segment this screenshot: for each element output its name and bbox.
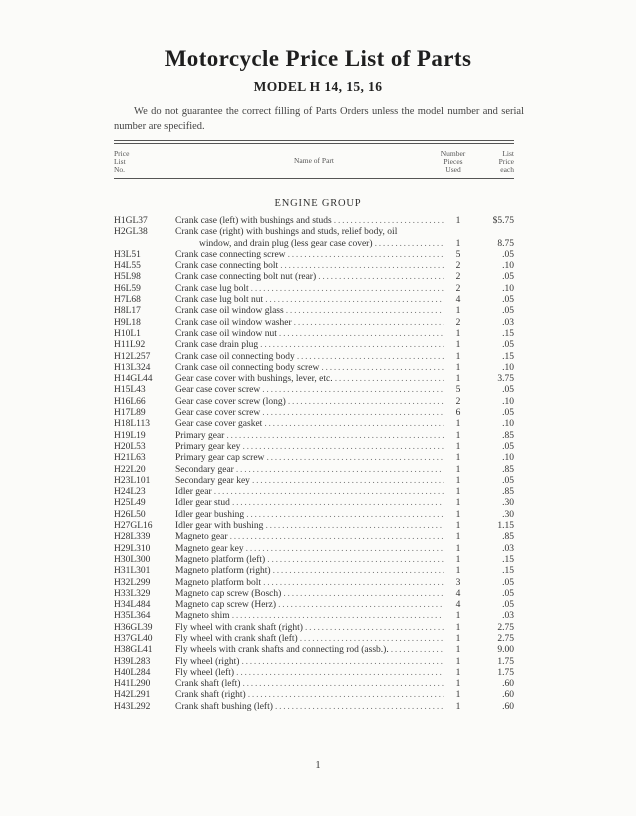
column-header-text: Price xyxy=(114,149,130,158)
part-code: H38GL41 xyxy=(114,645,153,656)
table-row xyxy=(114,645,514,656)
part-name: Primary gear . . . xyxy=(175,431,444,442)
part-code: H23L101 xyxy=(114,475,151,486)
table-row xyxy=(114,227,514,250)
list-price: .85 xyxy=(502,532,514,543)
part-name: Idler gear stud . . . xyxy=(175,498,444,509)
pieces-used: 1 xyxy=(455,543,461,554)
pieces-used: 1 xyxy=(455,667,461,678)
pieces-used: 1 xyxy=(455,521,461,532)
part-code: H33L329 xyxy=(114,588,151,599)
part-code: H18L113 xyxy=(114,419,151,430)
table-row xyxy=(114,272,514,283)
part-name: Crank case drain plug . . . xyxy=(175,340,444,351)
column-header-list-price xyxy=(480,150,514,174)
part-code: H36GL39 xyxy=(114,622,153,633)
part-name: Crank shaft (right) . . . xyxy=(175,690,444,701)
table-row xyxy=(114,690,514,701)
column-header-text: List xyxy=(502,149,514,158)
part-name: Magneto platform bolt . . . xyxy=(175,578,444,589)
part-code: H29L310 xyxy=(114,543,151,554)
part-code: H28L339 xyxy=(114,532,151,543)
parts-table xyxy=(114,216,514,713)
table-row xyxy=(114,340,514,351)
list-price: .85 xyxy=(502,487,514,498)
list-price: 1.15 xyxy=(497,521,514,532)
part-code: H5L98 xyxy=(114,272,141,283)
pieces-used: 1 xyxy=(455,498,461,509)
column-header-text: Used xyxy=(445,165,461,174)
part-name: Magneto shim . . . xyxy=(175,611,444,622)
column-header-text: List xyxy=(114,157,126,166)
list-price: .15 xyxy=(502,566,514,577)
part-name: Idler gear with bushing . . . xyxy=(175,521,444,532)
part-code: H8L17 xyxy=(114,306,141,317)
list-price: .05 xyxy=(502,441,514,452)
list-price: .05 xyxy=(502,272,514,283)
part-name: Fly wheel (left) . . . xyxy=(175,668,444,679)
pieces-used: 1 xyxy=(455,430,461,441)
part-name: Idler gear . . . xyxy=(175,487,444,498)
part-code: H17L89 xyxy=(114,408,146,419)
table-row xyxy=(114,521,514,532)
list-price: .03 xyxy=(502,543,514,554)
part-name: Crank case oil connecting body screw . . . xyxy=(175,363,444,374)
table-row xyxy=(114,498,514,509)
table-row xyxy=(114,589,514,600)
list-price: .30 xyxy=(502,498,514,509)
table-row xyxy=(114,408,514,419)
table-row xyxy=(114,702,514,713)
pieces-used: 2 xyxy=(455,283,461,294)
part-name: Crank case connecting screw . . . xyxy=(175,250,444,261)
table-row xyxy=(114,352,514,363)
pieces-used: 2 xyxy=(455,261,461,272)
pieces-used: 1 xyxy=(455,611,461,622)
part-code: H13L324 xyxy=(114,362,151,373)
part-code: H43L292 xyxy=(114,701,151,712)
part-code: H41L290 xyxy=(114,679,151,690)
table-row xyxy=(114,657,514,668)
list-price: .05 xyxy=(502,340,514,351)
column-header-text: Number xyxy=(440,149,466,158)
column-header-text: Pieces xyxy=(443,157,463,166)
table-row xyxy=(114,216,514,227)
part-name: Crank case oil window washer . . . xyxy=(175,318,444,329)
table-row xyxy=(114,419,514,430)
part-name: Crank case oil connecting body . . . xyxy=(175,352,444,363)
pieces-used: 1 xyxy=(455,453,461,464)
list-price: .60 xyxy=(502,701,514,712)
table-row xyxy=(114,442,514,453)
table-row xyxy=(114,261,514,272)
pieces-used: 1 xyxy=(455,679,461,690)
header-rule-bottom xyxy=(114,178,514,179)
part-code: H37GL40 xyxy=(114,633,153,644)
list-price: .15 xyxy=(502,351,514,362)
order-notice: We do not guarantee the correct filling of Parts Orders unless the model number and serial number are specified. xyxy=(114,106,524,132)
part-code: H1GL37 xyxy=(114,216,148,226)
part-name: Secondary gear . . . xyxy=(175,465,444,476)
table-row xyxy=(114,306,514,317)
part-code: H3L51 xyxy=(114,249,141,260)
part-code: H22L20 xyxy=(114,464,146,475)
list-price: .15 xyxy=(502,554,514,565)
list-price: .05 xyxy=(502,306,514,317)
part-code: H24L23 xyxy=(114,487,146,498)
pieces-used: 1 xyxy=(455,328,461,339)
list-price: .15 xyxy=(502,328,514,339)
pieces-used: 1 xyxy=(455,656,461,667)
column-header-name: Name of Part xyxy=(294,156,334,165)
part-code: H42L291 xyxy=(114,690,151,701)
table-row xyxy=(114,329,514,340)
list-price: .60 xyxy=(502,679,514,690)
pieces-used: 1 xyxy=(455,690,461,701)
pieces-used: 4 xyxy=(455,295,461,306)
pieces-used: 1 xyxy=(455,374,461,385)
pieces-used: 2 xyxy=(455,272,461,283)
pieces-used: 1 xyxy=(455,464,461,475)
part-code: H14GL44 xyxy=(114,374,153,385)
part-name: Magneto cap screw (Bosch) . . . xyxy=(175,589,444,600)
part-code: H7L68 xyxy=(114,295,141,306)
table-row xyxy=(114,284,514,295)
table-row xyxy=(114,611,514,622)
part-code: H15L43 xyxy=(114,385,146,396)
table-row xyxy=(114,555,514,566)
part-name: Fly wheels with crank shafts and connecting rod (assb.). . . . xyxy=(175,645,444,656)
part-name: Magneto gear key . . . xyxy=(175,544,444,555)
part-name: Crank case lug bolt nut . . . xyxy=(175,295,444,306)
model-subtitle: MODEL H 14, 15, 16 xyxy=(253,79,383,94)
header-rule-top-second xyxy=(114,143,514,144)
page-number: 1 xyxy=(315,760,321,771)
table-row xyxy=(114,295,514,306)
table-row xyxy=(114,453,514,464)
table-row xyxy=(114,578,514,589)
part-code: H11L92 xyxy=(114,340,146,351)
part-name: Crank shaft (left) . . . xyxy=(175,679,444,690)
part-code: H35L364 xyxy=(114,611,151,622)
pieces-used: 1 xyxy=(455,351,461,362)
part-name: Crank case oil window nut . . . xyxy=(175,329,444,340)
part-code: H6L59 xyxy=(114,283,141,294)
part-name: Secondary gear key . . . xyxy=(175,476,444,487)
part-code: H25L49 xyxy=(114,498,146,509)
part-code: H26L50 xyxy=(114,509,146,520)
table-row xyxy=(114,510,514,521)
pieces-used: 1 xyxy=(455,362,461,373)
pieces-used: 5 xyxy=(455,249,461,260)
list-price: .03 xyxy=(502,317,514,328)
part-name: Gear case cover gasket . . . xyxy=(175,419,444,430)
part-code: H39L283 xyxy=(114,656,151,667)
table-row xyxy=(114,600,514,611)
table-row xyxy=(114,318,514,329)
part-code: H12L257 xyxy=(114,351,151,362)
table-row xyxy=(114,566,514,577)
part-code: H34L484 xyxy=(114,600,151,611)
pieces-used: 1 xyxy=(455,238,461,249)
pieces-used: 1 xyxy=(455,441,461,452)
part-name: Crank shaft bushing (left) . . . xyxy=(175,702,444,713)
part-code: H21L63 xyxy=(114,453,146,464)
pieces-used: 1 xyxy=(455,566,461,577)
pieces-used: 2 xyxy=(455,317,461,328)
part-code: H4L55 xyxy=(114,261,141,272)
list-price: 3.75 xyxy=(497,374,514,385)
part-name: Gear case cover screw . . . xyxy=(175,408,444,419)
part-name: Crank case connecting bolt . . . xyxy=(175,261,444,272)
list-price: 9.00 xyxy=(497,645,514,656)
table-row xyxy=(114,250,514,261)
table-row xyxy=(114,465,514,476)
part-code: H31L301 xyxy=(114,566,151,577)
pieces-used: 1 xyxy=(455,216,461,226)
list-price: $5.75 xyxy=(492,216,514,226)
table-row xyxy=(114,679,514,690)
list-price: 2.75 xyxy=(497,633,514,644)
pieces-used: 1 xyxy=(455,554,461,565)
part-code: H19L19 xyxy=(114,430,146,441)
table-row xyxy=(114,487,514,498)
list-price: .10 xyxy=(502,261,514,272)
list-price: 2.75 xyxy=(497,622,514,633)
part-name: Magneto gear . . . xyxy=(175,532,444,543)
part-name: Fly wheel (right) . . . xyxy=(175,657,444,668)
table-row xyxy=(114,634,514,645)
list-price: .05 xyxy=(502,408,514,419)
list-price: .03 xyxy=(502,611,514,622)
pieces-used: 3 xyxy=(455,577,461,588)
part-code: H40L284 xyxy=(114,667,151,678)
pieces-used: 1 xyxy=(455,419,461,430)
list-price: .05 xyxy=(502,577,514,588)
part-name: Idler gear bushing . . . xyxy=(175,510,444,521)
table-row xyxy=(114,544,514,555)
column-header-text: Price xyxy=(498,157,514,166)
part-name: Magneto cap screw (Herz) . . . xyxy=(175,600,444,611)
part-name: Primary gear key . . . xyxy=(175,442,444,453)
list-price: .05 xyxy=(502,588,514,599)
column-header-text: No. xyxy=(114,165,126,174)
part-code: H9L18 xyxy=(114,317,141,328)
list-price: 1.75 xyxy=(497,667,514,678)
part-name xyxy=(175,227,444,250)
pieces-used: 1 xyxy=(455,340,461,351)
table-row xyxy=(114,363,514,374)
table-row xyxy=(114,385,514,396)
group-title: ENGINE GROUP xyxy=(274,198,362,209)
list-price: .10 xyxy=(502,362,514,373)
part-name: Magneto platform (right) . . . xyxy=(175,566,444,577)
part-code: H16L66 xyxy=(114,396,146,407)
column-header-text: each xyxy=(500,165,514,174)
part-name: Crank case oil window glass . . . xyxy=(175,306,444,317)
table-row xyxy=(114,623,514,634)
table-row xyxy=(114,476,514,487)
list-price: .05 xyxy=(502,295,514,306)
part-code: H20L53 xyxy=(114,441,146,452)
list-price: .05 xyxy=(502,249,514,260)
part-name: Gear case cover screw . . . xyxy=(175,385,444,396)
part-code: H32L299 xyxy=(114,577,151,588)
part-name-line: window, and drain plug (less gear case cover) . . . xyxy=(175,239,444,250)
list-price: .30 xyxy=(502,509,514,520)
table-row xyxy=(114,431,514,442)
column-header-number-used xyxy=(434,150,472,174)
part-name: Magneto platform (left) . . . xyxy=(175,555,444,566)
table-row xyxy=(114,668,514,679)
table-row xyxy=(114,532,514,543)
pieces-used: 5 xyxy=(455,385,461,396)
list-price: .10 xyxy=(502,283,514,294)
part-name: Fly wheel with crank shaft (right) . . . xyxy=(175,623,444,634)
part-name-line: Crank case (right) with bushings and studs, relief body, oil xyxy=(175,227,398,238)
list-price: .05 xyxy=(502,600,514,611)
pieces-used: 1 xyxy=(455,475,461,486)
part-code: H27GL16 xyxy=(114,521,153,532)
pieces-used: 1 xyxy=(455,509,461,520)
pieces-used: 1 xyxy=(455,633,461,644)
list-price: .10 xyxy=(502,453,514,464)
pieces-used: 4 xyxy=(455,600,461,611)
list-price: .85 xyxy=(502,430,514,441)
list-price: .05 xyxy=(502,475,514,486)
part-name: Gear case cover screw (long) . . . xyxy=(175,397,444,408)
list-price: .10 xyxy=(502,419,514,430)
pieces-used: 1 xyxy=(455,306,461,317)
pieces-used: 1 xyxy=(455,622,461,633)
header-rule-top xyxy=(114,140,514,141)
part-name: Primary gear cap screw . . . xyxy=(175,453,444,464)
table-row xyxy=(114,374,514,385)
list-price: .10 xyxy=(502,396,514,407)
part-name: Crank case lug bolt . . . xyxy=(175,284,444,295)
pieces-used: 1 xyxy=(455,532,461,543)
part-code: H2GL38 xyxy=(114,227,148,238)
part-name: Fly wheel with crank shaft (left) . . . xyxy=(175,634,444,645)
pieces-used: 1 xyxy=(455,645,461,656)
list-price: 1.75 xyxy=(497,656,514,667)
part-name: Gear case cover with bushings, lever, etc. . . . xyxy=(175,374,444,385)
pieces-used: 4 xyxy=(455,588,461,599)
list-price: .60 xyxy=(502,690,514,701)
pieces-used: 1 xyxy=(455,487,461,498)
pieces-used: 1 xyxy=(455,701,461,712)
pieces-used: 2 xyxy=(455,396,461,407)
table-row xyxy=(114,397,514,408)
part-name: Crank case connecting bolt nut (rear) . . . xyxy=(175,272,444,283)
part-name: Crank case (left) with bushings and studs . . . xyxy=(175,216,444,227)
list-price: 8.75 xyxy=(497,238,514,249)
page-title: Motorcycle Price List of Parts xyxy=(164,46,472,71)
list-price: .85 xyxy=(502,464,514,475)
list-price: .05 xyxy=(502,385,514,396)
pieces-used: 6 xyxy=(455,408,461,419)
part-code: H30L300 xyxy=(114,554,151,565)
part-code: H10L1 xyxy=(114,328,141,339)
